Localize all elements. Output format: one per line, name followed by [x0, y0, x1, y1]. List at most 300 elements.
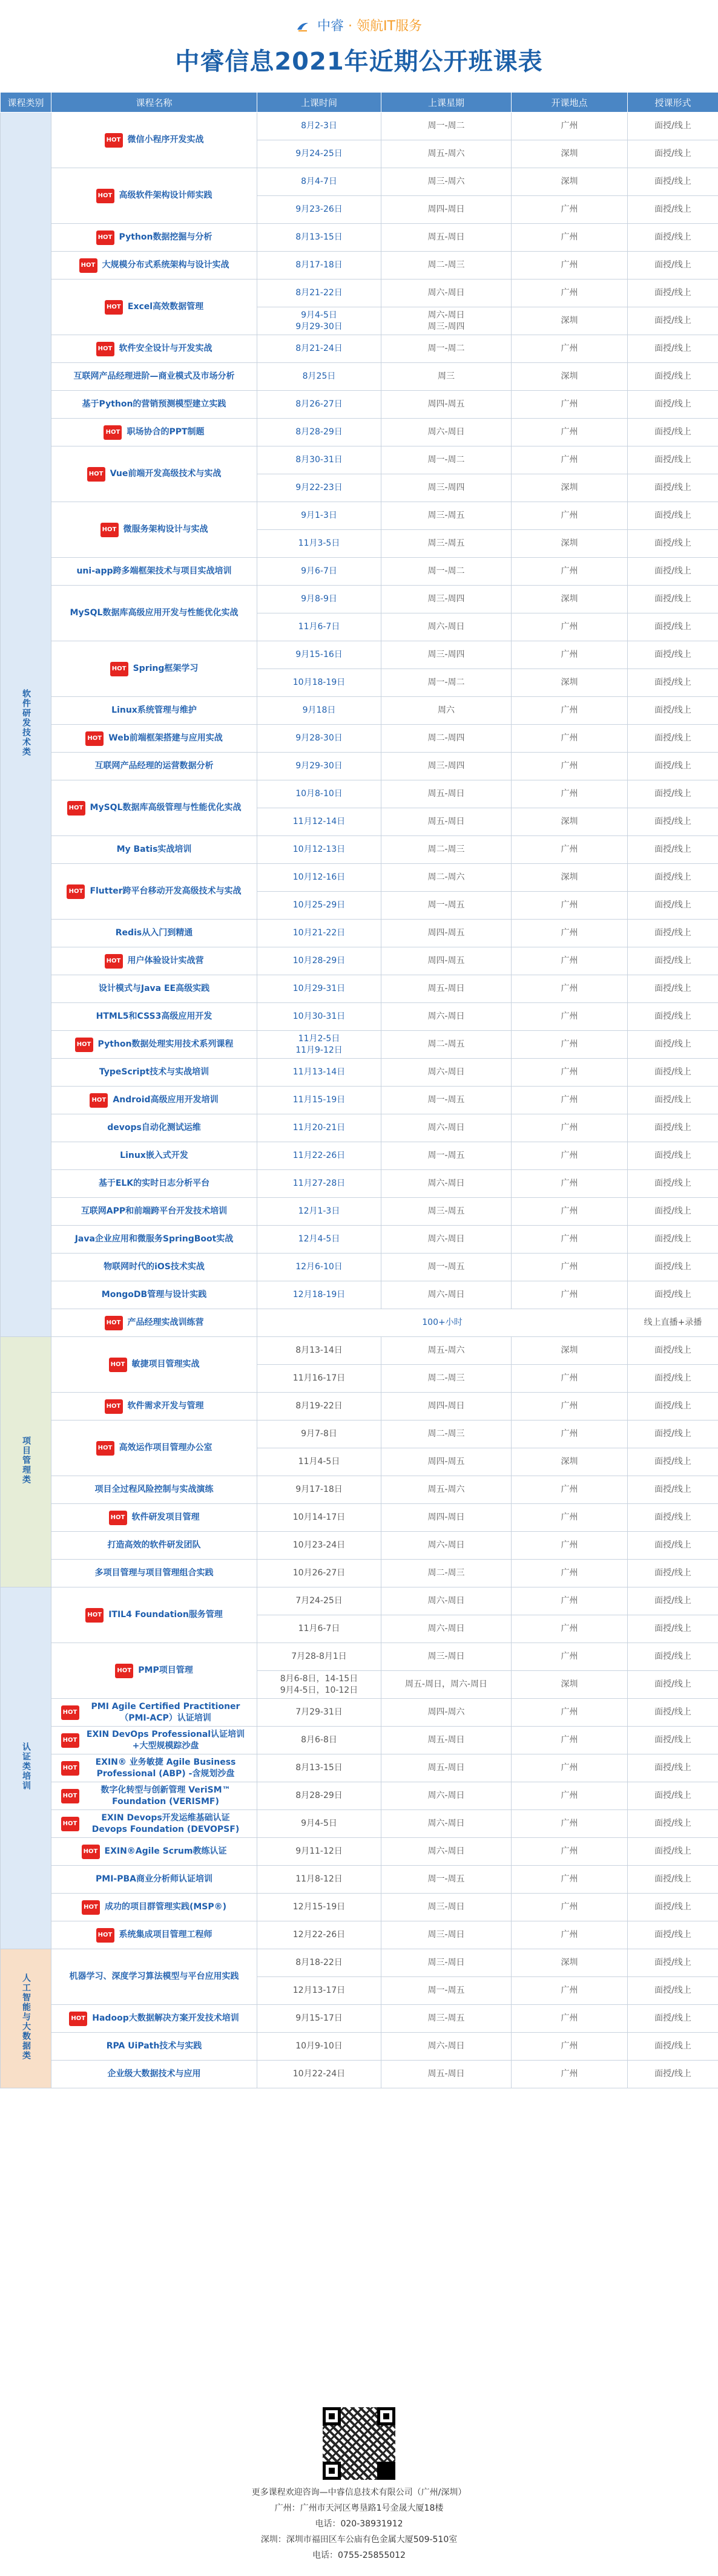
course-name-cell: [51, 1587, 257, 1643]
course-name: RPA UiPath技术与实践: [106, 2041, 202, 2051]
course-name: uni-app跨多端框架技术与项目实战培训: [76, 566, 232, 576]
course-name: EXIN DevOps Professional认证培训+大型规模踪沙盘: [86, 1729, 245, 1751]
course-name-cell: [51, 1866, 257, 1894]
location-cell: 广州: [512, 1003, 628, 1031]
course-name-cell: [51, 1810, 257, 1838]
weekday-cell: 周六-周日 周三-周四: [381, 307, 512, 335]
course-name: 微服务架构设计与实战: [123, 525, 208, 535]
mode-cell: 面授/线上: [628, 1087, 718, 1114]
mode-cell: 面授/线上: [628, 975, 718, 1003]
date-cell: 9月24-25日: [257, 140, 381, 168]
location-cell: 广州: [512, 1921, 628, 1949]
course-name: PMI-PBA商业分析师认证培训: [96, 1874, 212, 1884]
hot-badge-icon: HOT: [105, 300, 123, 315]
hot-badge-icon: HOT: [61, 1817, 79, 1831]
mode-cell: 面授/线上: [628, 808, 718, 836]
weekday-cell: 周三-周日: [381, 1643, 512, 1671]
table-row: [1, 1587, 718, 1615]
weekday-cell: 周二-周三: [381, 1560, 512, 1587]
mode-cell: 面授/线上: [628, 1142, 718, 1170]
weekday-cell: 周五-周日: [381, 2061, 512, 2088]
course-name: 互联网产品经理进阶—商业模式及市场分析: [73, 371, 235, 381]
course-name-cell: [51, 1476, 257, 1504]
weekday-cell: 周三-周六: [381, 168, 512, 196]
course-name: TypeScript技术与实战培训: [99, 1067, 209, 1077]
course-name: 职场协合的PPT制题: [127, 427, 205, 437]
course-name-cell: [51, 1727, 257, 1754]
location-cell: 广州: [512, 1754, 628, 1782]
course-name-cell: [51, 1393, 257, 1420]
course-name-cell: [51, 2061, 257, 2088]
weekday-cell: 周六-周日: [381, 613, 512, 641]
course-name: 用户体验设计实战营: [127, 956, 204, 966]
weekday-cell: 周五-周日: [381, 1754, 512, 1782]
course-name: HTML5和CSS3高级应用开发: [96, 1011, 212, 1021]
course-name-cell: [51, 1003, 257, 1031]
course-name-cell: [51, 113, 257, 168]
table-row: [1, 1393, 718, 1420]
mode-cell: 面授/线上: [628, 1476, 718, 1504]
mode-cell: 面授/线上: [628, 1866, 718, 1894]
mode-cell: 面授/线上: [628, 1782, 718, 1810]
course-name: 大规模分布式系统架构与设计实战: [102, 260, 229, 270]
footer-line-sz-phone: 电话：0755-25855012: [312, 2551, 406, 2560]
mode-cell: 面授/线上: [628, 669, 718, 697]
course-name: 系统集成项目管理工程师: [119, 1930, 212, 1940]
footer-line-consult: 更多课程欢迎咨询—中睿信息技术有限公司（广州/深圳）: [251, 2488, 467, 2497]
date-cell: 10月12-13日: [257, 836, 381, 864]
location-cell: 广州: [512, 725, 628, 753]
course-name-cell: [51, 335, 257, 363]
table-row: [1, 1699, 718, 1727]
course-name-cell: [51, 1170, 257, 1198]
location-cell: 广州: [512, 975, 628, 1003]
weekday-cell: 周六: [381, 697, 512, 725]
weekday-cell: 周六-周日: [381, 1170, 512, 1198]
hot-badge-icon: HOT: [110, 662, 128, 676]
mode-cell: 面授/线上: [628, 1448, 718, 1476]
brand-sep: ·: [348, 19, 353, 34]
weekday-cell: 周二-周三: [381, 252, 512, 280]
date-cell: 9月1-3日: [257, 502, 381, 530]
date-cell: 9月29-30日: [257, 753, 381, 780]
weekday-cell: 周六-周日: [381, 1838, 512, 1866]
table-row: [1, 836, 718, 864]
course-name-cell: [51, 864, 257, 920]
mode-cell: 线上直播+录播: [628, 1309, 718, 1337]
course-name: MongoDB管理与设计实践: [101, 1289, 207, 1299]
weekday-cell: 周六-周日: [381, 1281, 512, 1309]
table-row: [1, 1031, 718, 1059]
date-cell: 8月21-24日: [257, 335, 381, 363]
hot-badge-icon: HOT: [104, 425, 122, 440]
table-row: [1, 1504, 718, 1532]
course-name: Redis从入门到精通: [115, 927, 193, 938]
weekday-cell: 周三-周四: [381, 586, 512, 613]
location-cell: 广州: [512, 697, 628, 725]
table-row: [1, 947, 718, 975]
course-name: 软件研发项目管理: [131, 1512, 200, 1523]
course-name-cell: [51, 168, 257, 224]
location-cell: 深圳: [512, 1337, 628, 1365]
hot-badge-icon: HOT: [61, 1705, 79, 1720]
location-cell: 广州: [512, 391, 628, 419]
location-cell: 深圳: [512, 808, 628, 836]
course-name: Linux系统管理与维护: [111, 705, 197, 715]
hot-badge-icon: HOT: [109, 1511, 127, 1525]
mode-cell: 面授/线上: [628, 1393, 718, 1420]
course-name: 产品经理实战训练营: [127, 1318, 204, 1328]
mode-cell: 面授/线上: [628, 224, 718, 252]
course-name: PMI Agile Certified Practitioner（PMI-ACP）认证培训: [91, 1701, 240, 1723]
hot-badge-icon: HOT: [61, 1733, 79, 1748]
weekday-cell: 周五-周日: [381, 1727, 512, 1754]
course-name-cell: [51, 586, 257, 641]
course-name: My Batis实战培训: [116, 844, 192, 854]
course-name-cell: [51, 725, 257, 753]
weekday-cell: 周六-周日: [381, 2033, 512, 2061]
mode-cell: 面授/线上: [628, 1643, 718, 1671]
course-name: 打造高效的软件研发团队: [107, 1540, 201, 1550]
location-cell: 广州: [512, 1587, 628, 1615]
location-cell: 广州: [512, 113, 628, 140]
course-name: Spring框架学习: [133, 664, 199, 674]
location-cell: 广州: [512, 446, 628, 474]
date-cell: 9月28-30日: [257, 725, 381, 753]
weekday-cell: 周五-周日: [381, 224, 512, 252]
table-row: [1, 2033, 718, 2061]
course-name-cell: [51, 419, 257, 446]
weekday-cell: 周一-周二: [381, 335, 512, 363]
weekday-cell: 周一-周五: [381, 1977, 512, 2005]
location-cell: 深圳: [512, 363, 628, 391]
weekday-cell: 周四-周五: [381, 391, 512, 419]
hot-badge-icon: HOT: [105, 1399, 123, 1414]
location-cell: 深圳: [512, 474, 628, 502]
weekday-cell: 周五-周六: [381, 1476, 512, 1504]
course-name: MySQL数据库高级管理与性能优化实战: [90, 803, 242, 813]
weekday-cell: 周六-周日: [381, 1615, 512, 1643]
date-cell: 8月13-14日: [257, 1337, 381, 1365]
course-name-cell: [51, 280, 257, 335]
location-cell: 广州: [512, 1114, 628, 1142]
footer-line-sz-address: 深圳：深圳市福田区车公庙有色金属大厦509-510室: [260, 2535, 458, 2545]
weekday-cell: 周一-周五: [381, 892, 512, 920]
course-name-cell: [51, 1087, 257, 1114]
course-name-cell: [51, 1699, 257, 1727]
mode-cell: 面授/线上: [628, 613, 718, 641]
date-cell: 11月22-26日: [257, 1142, 381, 1170]
location-cell: 广州: [512, 1142, 628, 1170]
table-row: [1, 558, 718, 586]
date-cell: 11月4-5日: [257, 1448, 381, 1476]
location-cell: 广州: [512, 252, 628, 280]
weekday-cell: 周一-周二: [381, 113, 512, 140]
course-name-cell: [51, 2033, 257, 2061]
table-row: [1, 1059, 718, 1087]
table-row: [1, 753, 718, 780]
category-cell: [1, 1949, 51, 2088]
course-name-cell: [51, 391, 257, 419]
weekday-cell: 周六-周日: [381, 1226, 512, 1254]
date-cell: 11月2-5日 11月9-12日: [257, 1031, 381, 1059]
hot-badge-icon: HOT: [115, 1664, 133, 1678]
date-cell: 9月4-5日: [257, 1810, 381, 1838]
mode-cell: 面授/线上: [628, 920, 718, 947]
mode-cell: 面授/线上: [628, 1894, 718, 1921]
course-name: 基于Python的营销预测模型建立实践: [82, 399, 226, 409]
mode-cell: 面授/线上: [628, 586, 718, 613]
mode-cell: 面授/线上: [628, 1337, 718, 1365]
weekday-cell: 周三-周五: [381, 1198, 512, 1226]
course-name-cell: [51, 1031, 257, 1059]
location-cell: 广州: [512, 920, 628, 947]
date-cell: 11月13-14日: [257, 1059, 381, 1087]
mode-cell: 面授/线上: [628, 363, 718, 391]
course-name: 设计模式与Java EE高级实践: [98, 983, 210, 993]
course-name: 高级软件架构设计师实践: [119, 191, 212, 201]
course-name: Flutter跨平台移动开发高级技术与实战: [90, 886, 242, 897]
mode-cell: 面授/线上: [628, 1838, 718, 1866]
hot-badge-icon: HOT: [109, 1358, 127, 1372]
date-cell: 10月12-16日: [257, 864, 381, 892]
location-cell: 广州: [512, 1504, 628, 1532]
mode-cell: 面授/线上: [628, 1281, 718, 1309]
table-row: [1, 391, 718, 419]
course-name-cell: [51, 1226, 257, 1254]
table-row: [1, 1142, 718, 1170]
category-name: 项目管理类: [21, 1436, 31, 1485]
course-name-cell: [51, 1643, 257, 1699]
course-name: devops自动化测试运维: [107, 1122, 201, 1133]
course-name-cell: [51, 975, 257, 1003]
date-cell: 9月4-5日 9月29-30日: [257, 307, 381, 335]
course-name-cell: [51, 1532, 257, 1560]
table-row: [1, 1754, 718, 1782]
course-name: Python数据处理实用技术系列课程: [97, 1039, 234, 1050]
location-cell: 广州: [512, 780, 628, 808]
course-name: Python数据挖掘与分析: [119, 232, 212, 243]
mode-cell: 面授/线上: [628, 1921, 718, 1949]
course-name: 项目全过程风险控制与实战演练: [94, 1484, 214, 1494]
date-cell: 11月15-19日: [257, 1087, 381, 1114]
date-cell: 8月18-22日: [257, 1949, 381, 1977]
brand-logo: [0, 16, 718, 34]
date-cell: 8月25日: [257, 363, 381, 391]
weekday-cell: 周三-周五: [381, 2005, 512, 2033]
date-cell: 10月26-27日: [257, 1560, 381, 1587]
table-row: [1, 1337, 718, 1365]
course-name: 微信小程序开发实战: [127, 135, 204, 145]
hot-badge-icon: HOT: [96, 189, 114, 203]
weekday-cell: 周一-周五: [381, 1142, 512, 1170]
table-row: [1, 1476, 718, 1504]
table-row: [1, 1643, 718, 1671]
location-cell: 广州: [512, 1476, 628, 1504]
course-name-cell: [51, 947, 257, 975]
course-name: 高效运作项目管理办公室: [119, 1443, 212, 1453]
weekday-cell: 周四-周五: [381, 947, 512, 975]
table-row: [1, 335, 718, 363]
mode-cell: 面授/线上: [628, 1949, 718, 1977]
hot-badge-icon: HOT: [96, 1928, 114, 1943]
weekday-cell: 周四-周日: [381, 196, 512, 224]
mode-cell: 面授/线上: [628, 1504, 718, 1532]
table-row: [1, 1810, 718, 1838]
mode-cell: 面授/线上: [628, 1226, 718, 1254]
footer-line-gz-phone: 电话：020-38931912: [315, 2519, 403, 2529]
date-cell: 11月12-14日: [257, 808, 381, 836]
date-cell: 9月22-23日: [257, 474, 381, 502]
mode-cell: 面授/线上: [628, 1754, 718, 1782]
course-name-cell: [51, 363, 257, 391]
course-name-cell: [51, 1309, 257, 1337]
course-name-cell: [51, 224, 257, 252]
course-name: 软件安全设计与开发实战: [119, 344, 212, 354]
course-name-cell: [51, 1560, 257, 1587]
course-name-cell: [51, 1420, 257, 1476]
course-name: 互联网APP和前端跨平台开发技术培训: [81, 1206, 228, 1216]
mode-cell: 面授/线上: [628, 530, 718, 558]
weekday-cell: 周六-周日: [381, 419, 512, 446]
hot-badge-icon: HOT: [61, 1789, 79, 1803]
mode-cell: 面授/线上: [628, 1615, 718, 1643]
table-row: [1, 1782, 718, 1810]
location-cell: 广州: [512, 1727, 628, 1754]
header-course-name: 课程名称: [51, 93, 257, 113]
date-cell: 12月22-26日: [257, 1921, 381, 1949]
date-cell: 9月17-18日: [257, 1476, 381, 1504]
weekday-cell: 周一-周五: [381, 1087, 512, 1114]
category-name: 软件研发技术类: [21, 688, 31, 757]
course-name-cell: [51, 1782, 257, 1810]
table-row: [1, 1281, 718, 1309]
date-cell: 12月4-5日: [257, 1226, 381, 1254]
date-cell: 11月27-28日: [257, 1170, 381, 1198]
location-cell: 广州: [512, 753, 628, 780]
mode-cell: 面授/线上: [628, 1810, 718, 1838]
mode-cell: 面授/线上: [628, 1031, 718, 1059]
mode-cell: 面授/线上: [628, 1560, 718, 1587]
course-name-cell: [51, 1142, 257, 1170]
location-cell: 广州: [512, 1810, 628, 1838]
weekday-cell: 周一-周二: [381, 669, 512, 697]
category-cell: [1, 1337, 51, 1587]
header-location: 开课地点: [512, 93, 628, 113]
date-cell: 11月8-12日: [257, 1866, 381, 1894]
mode-cell: 面授/线上: [628, 892, 718, 920]
course-name-cell: [51, 1254, 257, 1281]
header-category: 课程类别: [1, 93, 51, 113]
table-header-row: [1, 93, 718, 113]
location-cell: 广州: [512, 280, 628, 307]
hot-badge-icon: HOT: [96, 342, 114, 356]
date-cell: 10月9-10日: [257, 2033, 381, 2061]
weekday-cell: 周二-周三: [381, 1365, 512, 1393]
course-name: MySQL数据库高级应用开发与性能优化实战: [70, 607, 239, 618]
table-row: [1, 864, 718, 892]
weekday-cell: 周二-周三: [381, 1420, 512, 1448]
table-row: [1, 113, 718, 140]
course-name: EXIN®Agile Scrum教练认证: [104, 1846, 227, 1857]
mode-cell: 面授/线上: [628, 307, 718, 335]
mode-cell: 面授/线上: [628, 168, 718, 196]
location-cell: 深圳: [512, 530, 628, 558]
course-name-cell: [51, 558, 257, 586]
table-row: [1, 419, 718, 446]
mode-cell: 面授/线上: [628, 280, 718, 307]
weekday-cell: 周六-周日: [381, 1059, 512, 1087]
qr-code-icon: [320, 2405, 398, 2482]
location-cell: 广州: [512, 1226, 628, 1254]
location-cell: 广州: [512, 196, 628, 224]
date-cell: 7月24-25日: [257, 1587, 381, 1615]
date-cell: 8月13-15日: [257, 1754, 381, 1782]
table-row: [1, 1226, 718, 1254]
course-name-cell: [51, 697, 257, 725]
location-cell: 广州: [512, 1420, 628, 1448]
table-row: [1, 363, 718, 391]
course-name: Vue前端开发高级技术与实战: [110, 469, 222, 479]
weekday-cell: 周三-周四: [381, 641, 512, 669]
hot-badge-icon: HOT: [105, 133, 123, 148]
weekday-cell: 周三-周日: [381, 1921, 512, 1949]
location-cell: 广州: [512, 1560, 628, 1587]
hot-badge-icon: HOT: [96, 1441, 114, 1456]
date-cell: 8月28-29日: [257, 419, 381, 446]
course-name: ITIL4 Foundation服务管理: [108, 1610, 223, 1620]
table-row: [1, 920, 718, 947]
course-name-cell: [51, 1754, 257, 1782]
mode-cell: 面授/线上: [628, 196, 718, 224]
course-name: Linux嵌入式开发: [120, 1150, 188, 1160]
weekday-cell: 周三-周五: [381, 502, 512, 530]
date-cell: 8月6-8日，14-15日 9月4-5日，10-12日: [257, 1671, 381, 1699]
table-row: [1, 586, 718, 613]
date-cell: 11月16-17日: [257, 1365, 381, 1393]
course-name-cell: [51, 1838, 257, 1866]
weekday-cell: 周五-周日: [381, 808, 512, 836]
date-cell: 10月28-29日: [257, 947, 381, 975]
course-name: Android高级应用开发培训: [113, 1095, 219, 1105]
hot-badge-icon: HOT: [67, 884, 85, 899]
hot-badge-icon: HOT: [90, 1093, 108, 1108]
table-row: [1, 168, 718, 196]
date-cell: 10月25-29日: [257, 892, 381, 920]
course-name-cell: [51, 641, 257, 697]
mode-cell: 面授/线上: [628, 558, 718, 586]
mode-cell: 面授/线上: [628, 1671, 718, 1699]
weekday-cell: 周五-周日: [381, 975, 512, 1003]
weekday-cell: 周五-周日，周六-周日: [381, 1671, 512, 1699]
table-row: [1, 1949, 718, 1977]
location-cell: 深圳: [512, 864, 628, 892]
course-name: 互联网产品经理的运营数据分析: [94, 760, 214, 771]
weekday-cell: 周一-周二: [381, 446, 512, 474]
mode-cell: 面授/线上: [628, 697, 718, 725]
mode-cell: 面授/线上: [628, 1727, 718, 1754]
location-cell: 广州: [512, 224, 628, 252]
date-cell: 10月21-22日: [257, 920, 381, 947]
date-cell: 7月29-31日: [257, 1699, 381, 1727]
table-row: [1, 1087, 718, 1114]
weekday-cell: 周五-周日: [381, 780, 512, 808]
course-name: 敏捷项目管理实战: [131, 1359, 200, 1370]
weekday-cell: 周二-周五: [381, 1031, 512, 1059]
location-cell: 深圳: [512, 1671, 628, 1699]
mode-cell: 面授/线上: [628, 947, 718, 975]
mode-cell: 面授/线上: [628, 1254, 718, 1281]
